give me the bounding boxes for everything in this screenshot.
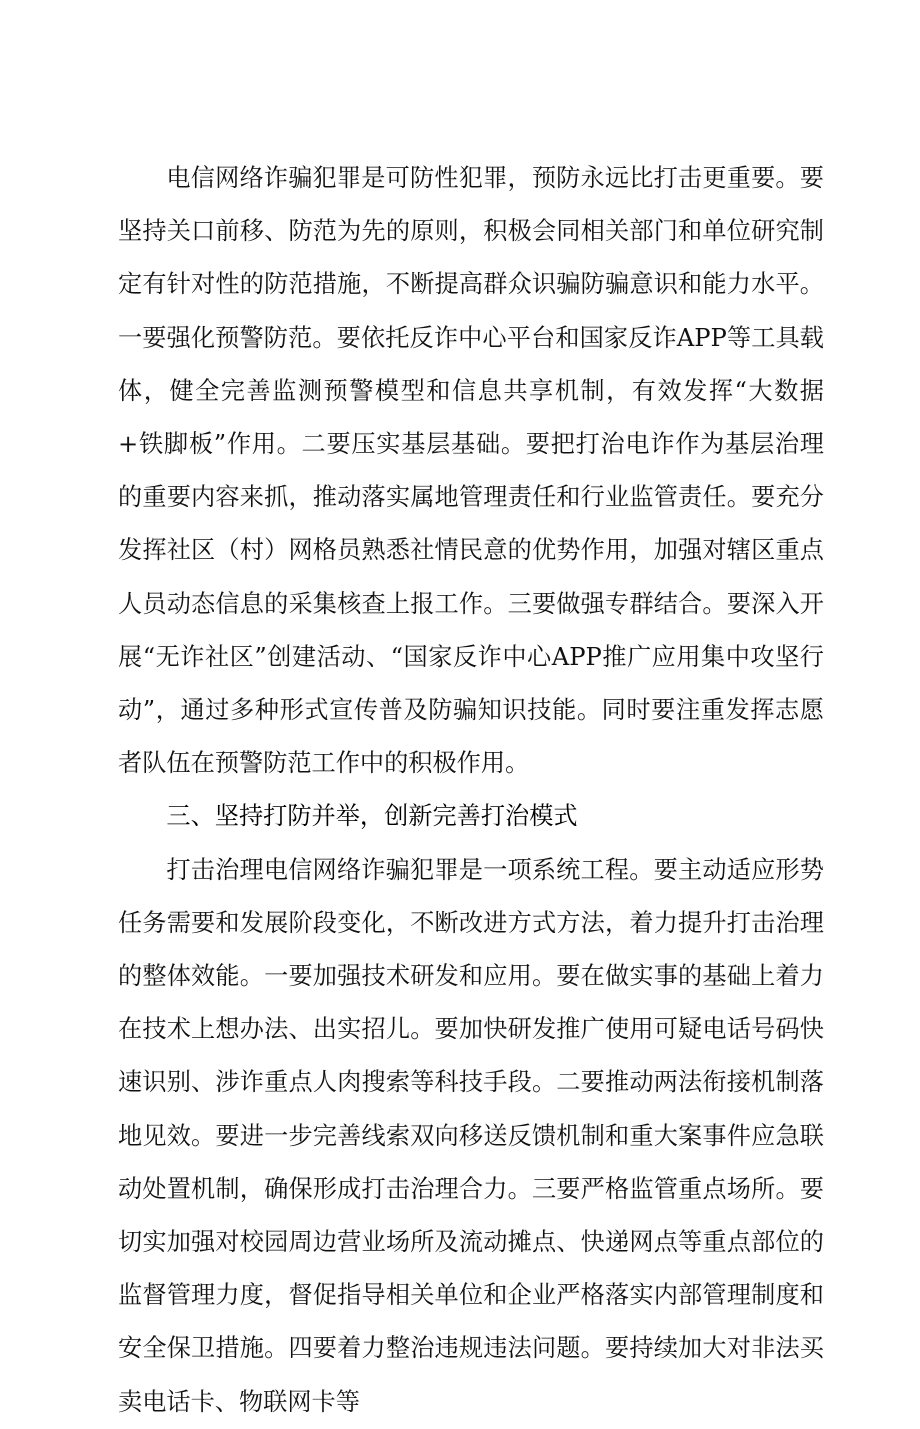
document-page — [118, 152, 824, 1429]
section-heading-3: 三、坚持打防并举，创新完善打治模式 — [166, 802, 578, 831]
body-paragraph-prevention: 电信网络诈骗犯罪是可防性犯罪，预防永远比打击更重要。要坚持关口前移、防范为先的原则，积极会同相关部门和单位研究制定有针对性的防范措施，不断提高群众识骗防骗意识和能力水平。一要强化预警防范。要依托反诈中心平台和国家反诈APP等工具载体，健全完善监测预警模型和信息共享机制，有效发挥“大数据+铁脚板”作用。二要压实基层基础。要把打治电诈作为基层治理的重要内容来抓，推动落实属地管理责任和行业监管责任。要充分发挥社区（村）网格员熟悉社情民意的优势作用，加强对辖区重点人员动态信息的采集核查上报工作。三要做强专群结合。要深入开展“无诈社区”创建活动、“国家反诈中心APP推广应用集中攻坚行动”，通过多种形式宣传普及防骗知识技能。同时要注重发挥志愿者队伍在预警防范工作中的积极作用。 — [118, 164, 824, 778]
body-paragraph-crackdown: 打击治理电信网络诈骗犯罪是一项系统工程。要主动适应形势任务需要和发展阶段变化，不断改进方式方法，着力提升打击治理的整体效能。一要加强技术研发和应用。要在做实事的基础上着力在技术上想办法、出实招儿。要加快研发推广使用可疑电话号码快速识别、涉诈重点人肉搜索等科技手段。二要推动两法衔接机制落地见效。要进一步完善线索双向移送反馈机制和重大案事件应急联动处置机制，确保形成打击治理合力。三要严格监管重点场所。要切实加强对校园周边营业场所及流动摊点、快递网点等重点部位的监督管理力度，督促指导相关单位和企业严格落实内部管理制度和安全保卫措施。四要着力整治违规违法问题。要持续加大对非法买卖电话卡、物联网卡等 — [118, 855, 824, 1416]
